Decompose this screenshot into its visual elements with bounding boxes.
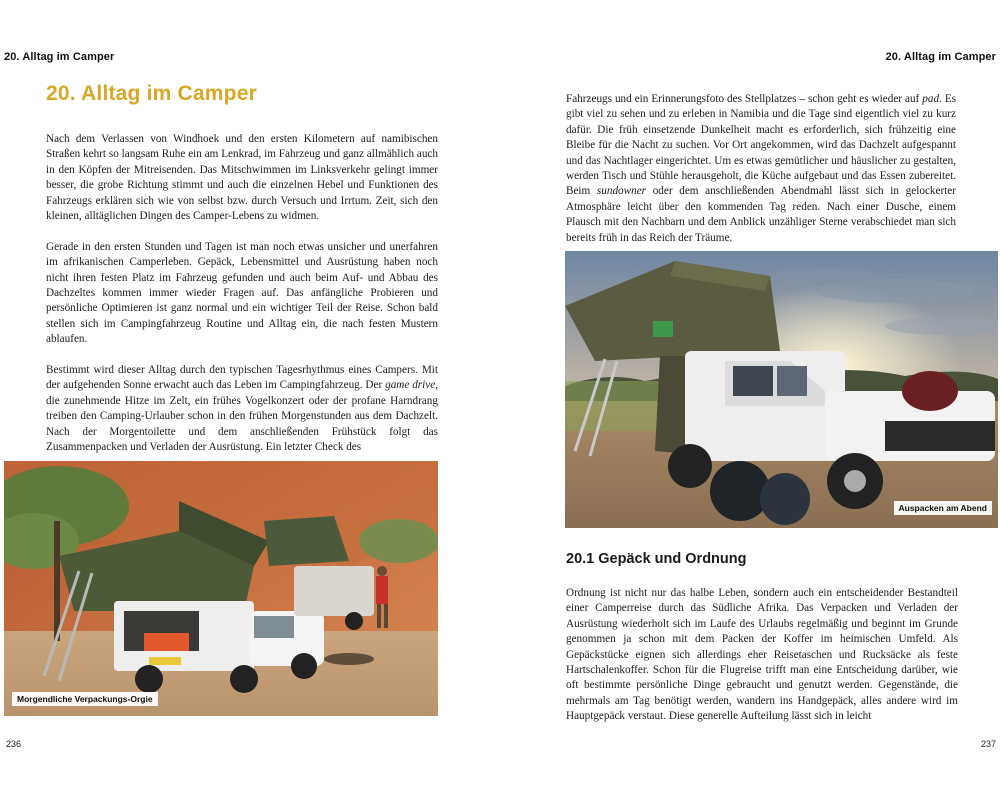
left-body-text [46, 132, 438, 456]
paragraph-3 [46, 363, 438, 455]
paragraph-3-text-a: Bestimmt wird dieser Alltag durch den typischen Tagesrhythmus eines Campers. Mit der aufgehenden Sonne erwacht auch das Leben im Campingfahrzeug. Der [46, 364, 438, 392]
page-number-right: 237 [980, 739, 996, 749]
paragraph-1: Nach dem Verlassen von Windhoek und den ersten Kilometern auf namibischen Straßen kehrt so langsam Ruhe ein am Lenkrad, im Fahrzeug und ganz allmählich auch in den Köpfen der Mitreisenden. Das Mitschwimmen im Linksverkehr gelingt immer besser, die grobe Richtung stimmt und auch die einzelnen Hebel und Funktionen des Fahrzeugs erklären sich wie von selbst bzw. durch Versuch und Irrtum. Zeit, sich den kleinen, alltäglichen Dingen des Camper-Lebens zu widmen. [46, 133, 438, 223]
right-page [500, 0, 1000, 800]
paragraph-continued-text-b: . Es gibt viel zu sehen und zu erleben in Namibia und die Tage sind eigentlich viel zu kurz dafür. Die früh einsetzende Dunkelheit macht es erforderlich, sich frühzeitig eine Bleibe für die Nacht zu suchen. Vor Ort angekommen, wird das Dachzelt aufgespannt und das Nachtlager eingerichtet. Um es etwas gemütlicher und häuslicher zu gestalten, werden Tisch und Stühle herausgeholt, die Küche aufgebaut und das Essen zubereitet. Beim [566, 93, 957, 198]
page-number-left: 236 [6, 739, 22, 749]
chapter-title: 20. Alltag im Camper [46, 82, 257, 105]
photo-caption-left: Morgendliche Verpackungs-Orgie [12, 692, 158, 706]
paragraph-3-text-b: , die zunehmende Hitze im Zelt, ein frühes Vogelkonzert oder der profane Harndrang treiben den Camping-Urlauber schon in den frühen Morgenstunden aus dem Dachzelt. Nach der Morgentoilette und dem anschließenden Frühstück folgt das Zusammenpacken und Verladen der Ausrüstung. Ein letzter Check des [46, 379, 438, 454]
paragraph-2: Gerade in den ersten Stunden und Tagen ist man noch etwas unsicher und unerfahren im afrikanischen Camperleben. Gepäck, Lebensmittel und Ausrüstung haben noch nicht ihren festen Platz im Fahrzeug gefunden und auch beim Auf- und Abbau des Dachzeltes kommen immer wieder Fragen auf. Das anfängliche Probieren und persönliche Optimieren ist ganz normal und ein wichtiger Teil der Reise. Schon bald stellen sich im Campingfahrzeug Routine und Alltag ein, die nach festen Mustern ablaufen. [46, 240, 438, 346]
paragraph-continued-emphasis-2: sundowner [596, 185, 647, 198]
photo-morning-packing-illustration [4, 461, 438, 716]
running-head-right: 20. Alltag im Camper [885, 51, 996, 63]
photo-caption-right: Auspacken am Abend [894, 501, 993, 515]
photo-evening-unpacking-illustration [565, 251, 998, 528]
paragraph-3-emphasis: game drive [385, 379, 436, 392]
paragraph-continued-text-c: oder dem anschließenden Abendmahl lässt sich in gelockerter Atmosphäre leicht über den kommenden Tag reden. Nach einer Dusche, einem Plausch mit den Nachbarn und dem Anblick unzähliger Sterne verabschiedet man sich bereits früh in das Reich der Träume. [566, 185, 956, 244]
paragraph-continued-text-a: Fahrzeugs und ein Erinnerungsfoto des Stellplatzes – schon geht es wieder auf [566, 93, 923, 105]
section-paragraph: Ordnung ist nicht nur das halbe Leben, sondern auch ein entscheidender Bestandteil einer Camperreise durch das Südliche Afrika. Das Verpacken und Verladen der Ausrüstung wiederholt sich im Laufe des Urlaubs regelmäßig und beginnt im Grunde genommen ja schon mit dem Packen der Koffer im heimischen Umfeld. Als Gepäckstücke eignen sich allerdings eher Reisetaschen und Rucksäcke als feste Hartschalenkoffer. Schon für die Flugreise trifft man eine Entscheidung darüber, wie oft bestimmte persönliche Dinge gebraucht und genutzt werden. Gegenstände, die mehrmals am Tag benötigt werden, wandern ins Handgepäck, alles andere wird im Hauptgepäck verstaut. Diese generelle Aufteilung lässt sich in leicht [566, 587, 958, 723]
paragraph-continued-emphasis-1: pad [922, 93, 940, 105]
running-head-left: 20. Alltag im Camper [4, 51, 115, 63]
section-title: 20.1 Gepäck und Ordnung [566, 551, 747, 567]
photo-morning-packing [4, 461, 438, 716]
right-body-text-top [566, 92, 956, 246]
photo-evening-unpacking [565, 251, 998, 528]
right-body-text-bottom [566, 586, 958, 725]
paragraph-continued [566, 92, 956, 246]
